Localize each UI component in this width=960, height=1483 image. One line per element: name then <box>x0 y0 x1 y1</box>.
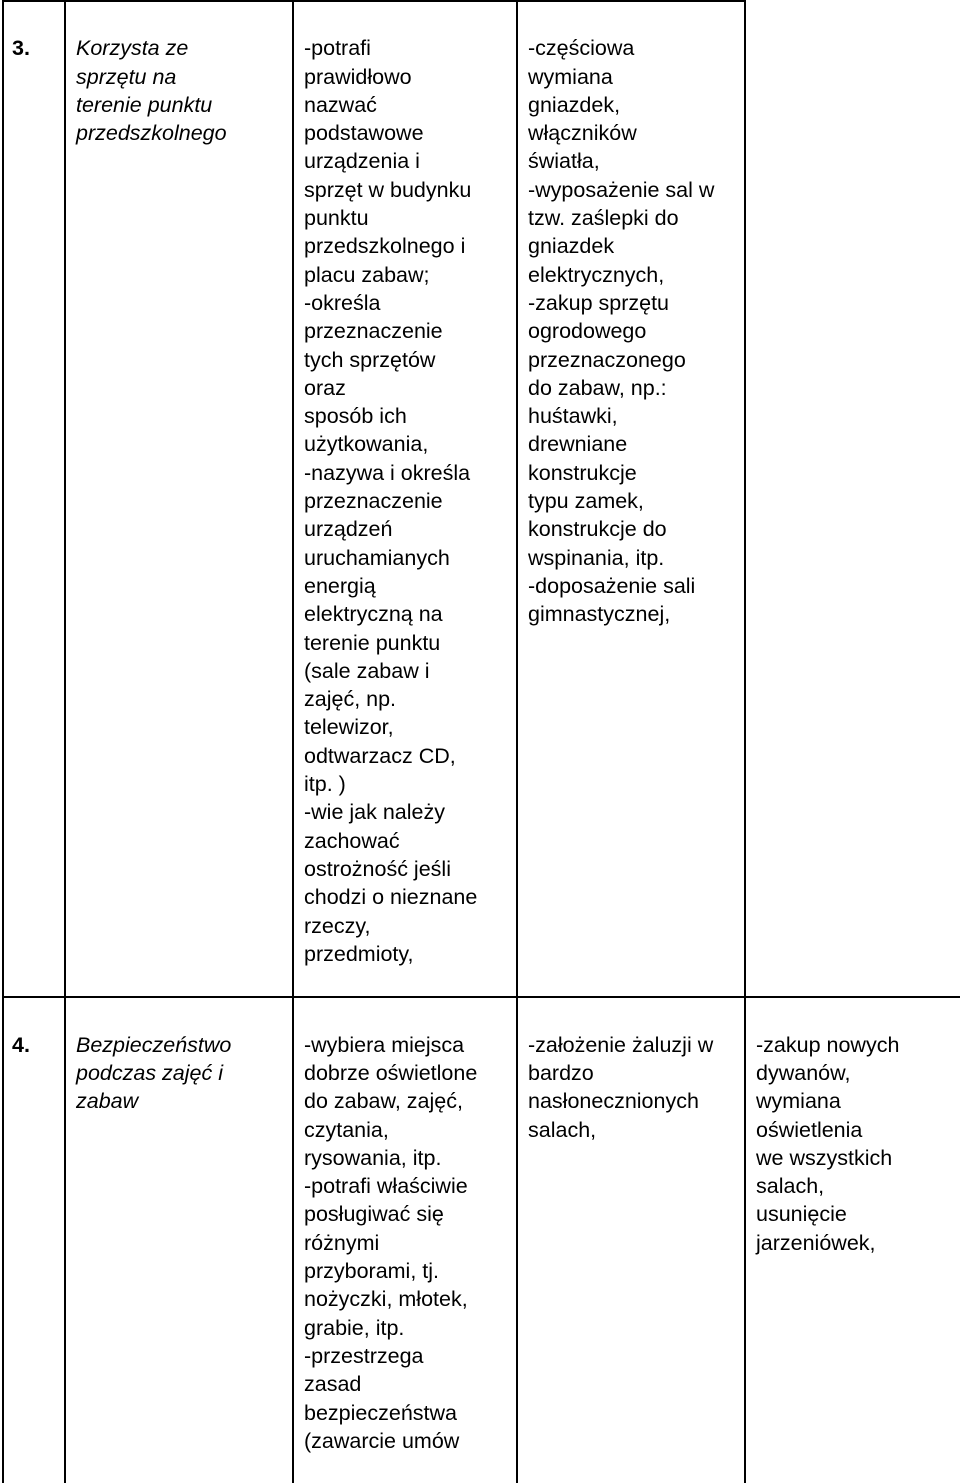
table-row <box>3 997 960 1483</box>
topic-text: Bezpieczeństwo podczas zajęć i zabaw <box>76 1032 232 1114</box>
skills-text: -wybiera miejsca dobrze oświetlone do zabaw, zajęć, czytania, rysowania, itp. -potrafi właściwie posługiwać się różnymi przyborami, tj. nożyczki, młotek, grabie, itp. -przestrzega zasad bezpieczeństwa (zawarcie umów <box>304 1032 478 1453</box>
row-number-cell <box>3 1 65 997</box>
row-number-cell <box>3 997 65 1483</box>
extra-text <box>746 30 960 34</box>
skills-cell <box>293 1 517 997</box>
extra-cell <box>745 1 960 997</box>
skills-cell <box>293 997 517 1483</box>
actions-text: -częściowa wymiana gniazdek, włączników światła, -wyposażenie sal w tzw. zaślepki do gniazdek elektrycznych, -zakup sprzętu ogrodowego przeznaczonego do zabaw, np.: huśtawki, drewniane konstrukcje typu zamek, konstrukcje do wspinania, itp. -doposażenie sali gimnastycznej, <box>528 36 715 627</box>
actions-cell <box>517 1 745 997</box>
actions-text: -założenie żaluzji w bardzo nasłonecznionych salach, <box>528 1032 714 1142</box>
actions-cell <box>517 997 745 1483</box>
extra-text: -zakup nowych dywanów, wymiana oświetlenia we wszystkich salach, usunięcie jarzeniówek, <box>756 1032 900 1255</box>
topic-cell <box>65 1 293 997</box>
skills-text: -potrafi prawidłowo nazwać podstawowe urządzenia i sprzęt w budynku punktu przedszkolnego i placu zabaw; -określa przeznaczenie tych sprzętów oraz sposób ich użytkowania, -nazywa i określa przeznaczenie urządzeń uruchamianych energią elektryczną na terenie punktu (sale zabaw i zajęć, np. telewizor, odtwarzacz CD, itp. ) -wie jak należy zachować ostrożność jeśli chodzi o nieznane rzeczy, przedmioty, <box>304 36 478 966</box>
row-number: 4. <box>12 1032 30 1057</box>
topic-text: Korzysta ze sprzętu na terenie punktu przedszkolnego <box>76 36 227 146</box>
table-row <box>3 1 960 997</box>
row-number: 3. <box>12 36 30 61</box>
extra-cell <box>745 997 960 1483</box>
topic-cell <box>65 997 293 1483</box>
safety-program-table <box>2 0 960 1483</box>
